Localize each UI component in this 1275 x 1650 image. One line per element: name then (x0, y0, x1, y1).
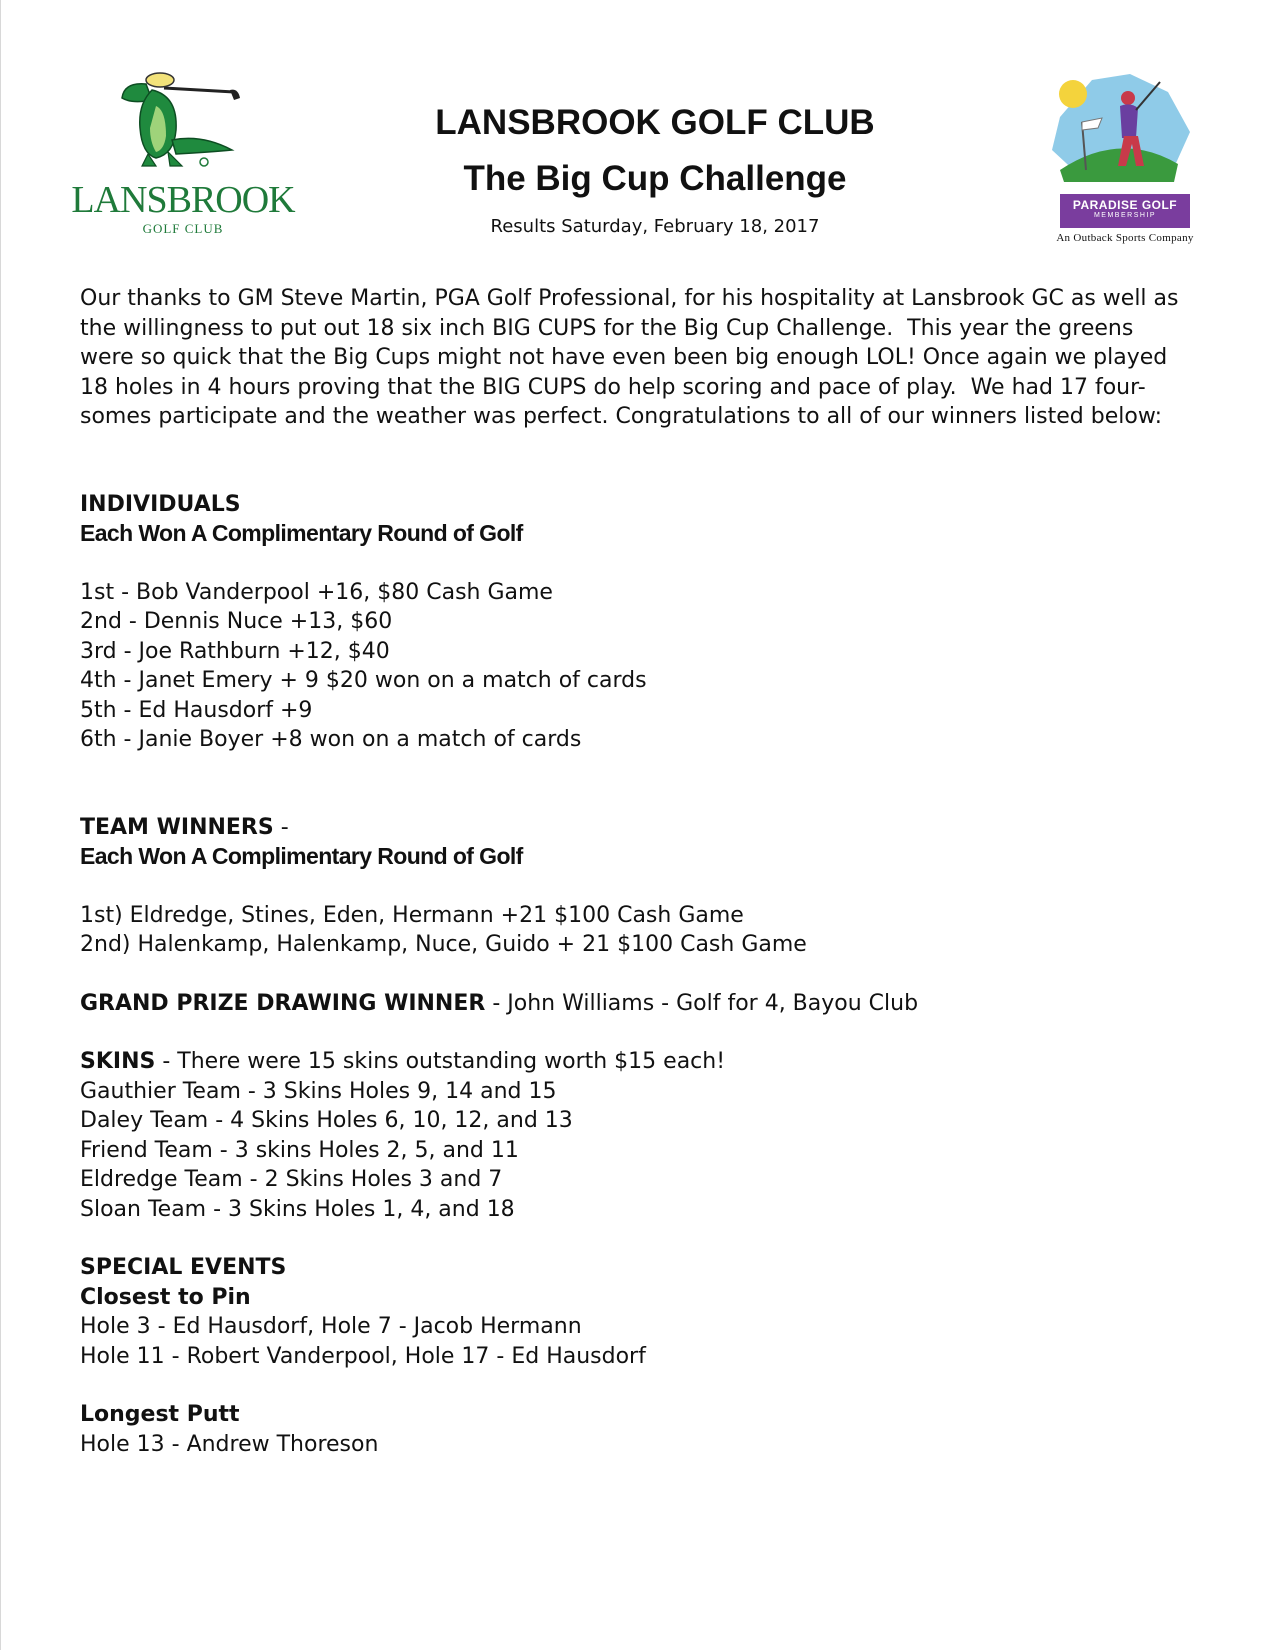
page-border (0, 0, 1, 1650)
results-date: Results Saturday, February 18, 2017 (490, 216, 820, 237)
individual-result: 4th - Janet Emery + 9 $20 won on a match of cards (80, 668, 647, 693)
logo-tagline: An Outback Sports Company (1056, 232, 1194, 244)
grand-prize-line (80, 989, 1210, 1019)
paradise-golf-logo (1040, 72, 1210, 252)
closest-to-pin-result: Hole 11 - Robert Vanderpool, Hole 17 - Ed Hausdorf (80, 1343, 646, 1369)
badge-title: PARADISE GOLF (1072, 198, 1178, 212)
intro-line: the willingness to put out 18 six inch BIG CUPS for the Big Cup Challenge. This year the greens (80, 315, 1134, 341)
skins-label: SKINS (80, 1049, 156, 1074)
intro-line: somes participate and the weather was perfect. Congratulations to all of our winners listed below: (80, 404, 1163, 429)
skins-result: Sloan Team - 3 Skins Holes 1, 4, and 18 (80, 1196, 515, 1222)
team-heading-line (80, 813, 1210, 843)
skins-intro: - There were 15 skins outstanding worth $15 each! (155, 1049, 726, 1074)
grand-prize-value: - John Williams - Golf for 4, Bayou Club (485, 990, 919, 1016)
individuals-section (80, 490, 1210, 755)
lansbrook-logo (68, 70, 298, 245)
team-result: 2nd) Halenkamp, Halenkamp, Nuce, Guido + 21 $100 Cash Game (80, 932, 807, 957)
membership-badge (1060, 194, 1190, 228)
intro-line: Our thanks to GM Steve Martin, PGA Golf Professional, for his hospitality at Lansbrook GC as well as (80, 286, 1179, 311)
alligator-golfer-icon (116, 70, 246, 170)
skins-section (80, 1047, 1210, 1224)
document-body (80, 284, 1210, 1459)
longest-putt-heading: Longest Putt (80, 1402, 240, 1427)
team-heading-suffix: - (273, 814, 289, 840)
badge-subtitle: MEMBERSHIP (1093, 212, 1157, 219)
skins-result: Gauthier Team - 3 Skins Holes 9, 14 and 15 (80, 1078, 557, 1104)
individual-result: 2nd - Dennis Nuce +13, $60 (80, 609, 393, 634)
intro-paragraph (80, 284, 1210, 432)
skins-result: Friend Team - 3 skins Holes 2, 5, and 11 (80, 1137, 519, 1163)
logo-sub-text: GOLF CLUB (142, 221, 224, 236)
event-title: The Big Cup Challenge (463, 159, 847, 198)
document-header (385, 100, 925, 237)
skins-heading-line (80, 1047, 1210, 1077)
team-winners-section (80, 813, 1210, 960)
skins-result: Eldredge Team - 2 Skins Holes 3 and 7 (80, 1167, 503, 1192)
individuals-subheading: Each Won A Complimentary Round of Golf (80, 520, 523, 546)
golfer-sun-icon (1040, 72, 1210, 197)
intro-line: 18 holes in 4 hours proving that the BIG CUPS do help scoring and pace of play. We had 17 four- (80, 374, 1146, 400)
team-subheading: Each Won A Complimentary Round of Golf (80, 843, 523, 869)
individuals-heading: INDIVIDUALS (80, 491, 241, 517)
intro-line: were so quick that the Big Cups might not have even been big enough LOL! Once again we played (80, 345, 1168, 370)
individual-result: 3rd - Joe Rathburn +12, $40 (80, 638, 390, 664)
individual-result: 6th - Janie Boyer +8 won on a match of cards (80, 727, 582, 752)
grand-prize-label: GRAND PRIZE DRAWING WINNER (80, 990, 486, 1016)
skins-result: Daley Team - 4 Skins Holes 6, 10, 12, and 13 (80, 1108, 573, 1133)
team-heading: TEAM WINNERS (80, 814, 274, 840)
individual-result: 5th - Ed Hausdorf +9 (80, 697, 313, 723)
longest-putt-result: Hole 13 - Andrew Thoreson (80, 1431, 379, 1457)
special-events-section (80, 1253, 1210, 1459)
team-result: 1st) Eldredge, Stines, Eden, Hermann +21 $100 Cash Game (80, 902, 744, 928)
club-title: LANSBROOK GOLF CLUB (435, 103, 875, 142)
individual-result: 1st - Bob Vanderpool +16, $80 Cash Game (80, 579, 553, 605)
logo-brand-text: LANSBROOK (71, 179, 295, 221)
closest-to-pin-heading: Closest to Pin (80, 1284, 251, 1310)
closest-to-pin-result: Hole 3 - Ed Hausdorf, Hole 7 - Jacob Hermann (80, 1314, 582, 1339)
special-events-heading: SPECIAL EVENTS (80, 1255, 287, 1280)
